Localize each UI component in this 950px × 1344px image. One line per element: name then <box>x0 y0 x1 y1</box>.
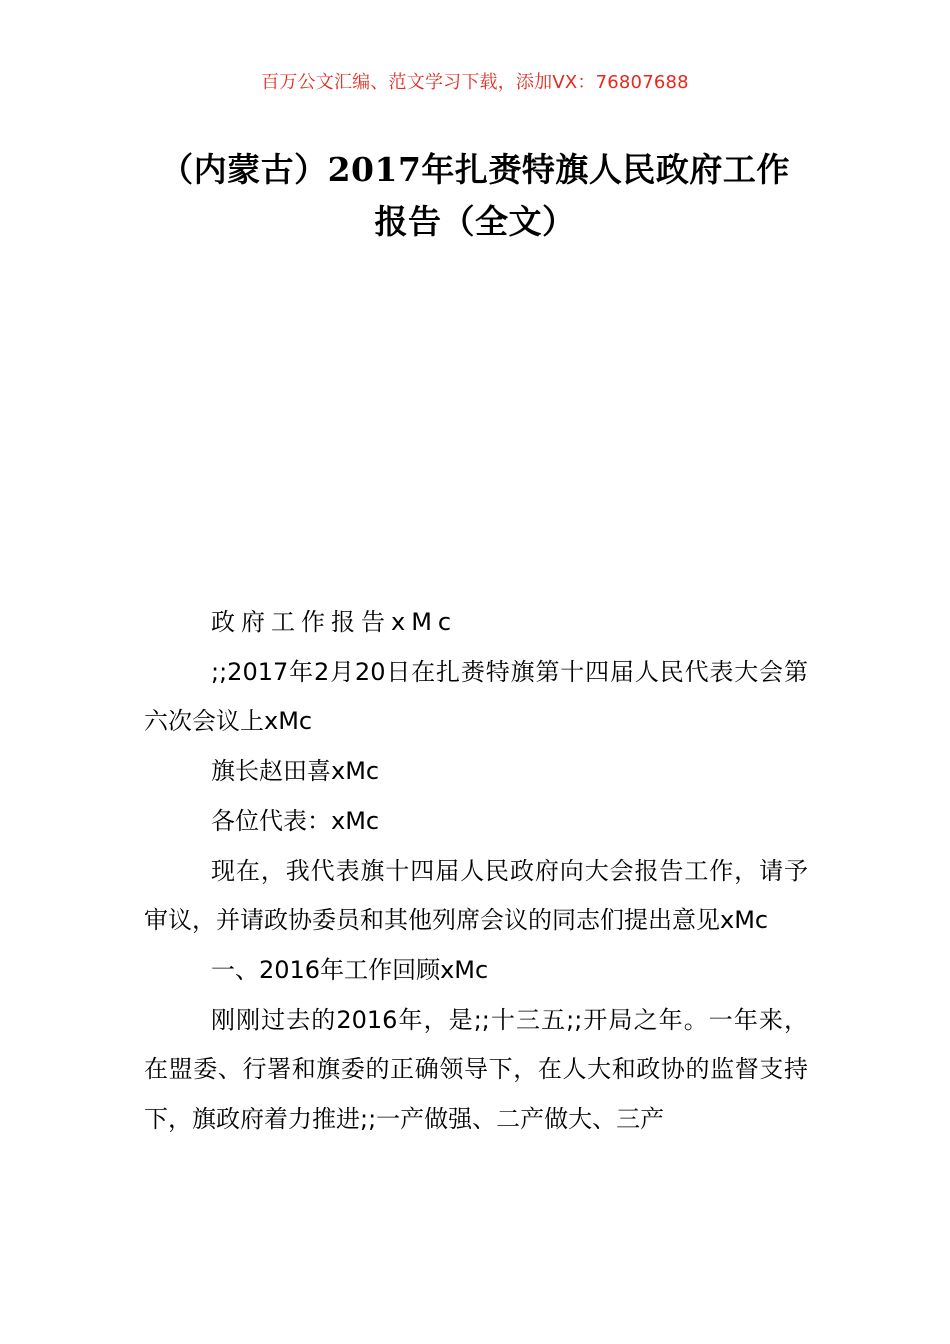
title-line-2: 报告（全文） <box>374 202 576 241</box>
paragraph-speaker: 旗长赵田喜xMc <box>211 757 380 786</box>
paragraph-review: 刚刚过去的2016年，是;;十三五;;开局之年。一年来，在盟委、行署和旗委的正确领导下，在人大和政协的监督支持下，旗政府着力推进;;一产做强、二产做大、三产 <box>144 1005 808 1134</box>
document-title <box>140 144 810 248</box>
paragraph-salutation: 各位代表：xMc <box>211 806 380 835</box>
title-line-1: （内蒙古）2017年扎赉特旗人民政府工作 <box>160 150 790 189</box>
document-body <box>144 598 808 1145</box>
paragraph-date-venue: ;;2017年2月20日在扎赉特旗第十四届人民代表大会第六次会议上xMc <box>144 657 808 736</box>
paragraph-report-heading: 政府工作报告xMc <box>211 608 458 636</box>
paragraph-intro: 现在，我代表旗十四届人民政府向大会报告工作，请予审议，并请政协委员和其他列席会议的同志们提出意见xMc <box>144 856 808 935</box>
paragraph-section-heading: 一、2016年工作回顾xMc <box>211 955 489 984</box>
header-watermark-note: 百万公文汇编、范文学习下载，添加VX：76807688 <box>261 72 689 93</box>
